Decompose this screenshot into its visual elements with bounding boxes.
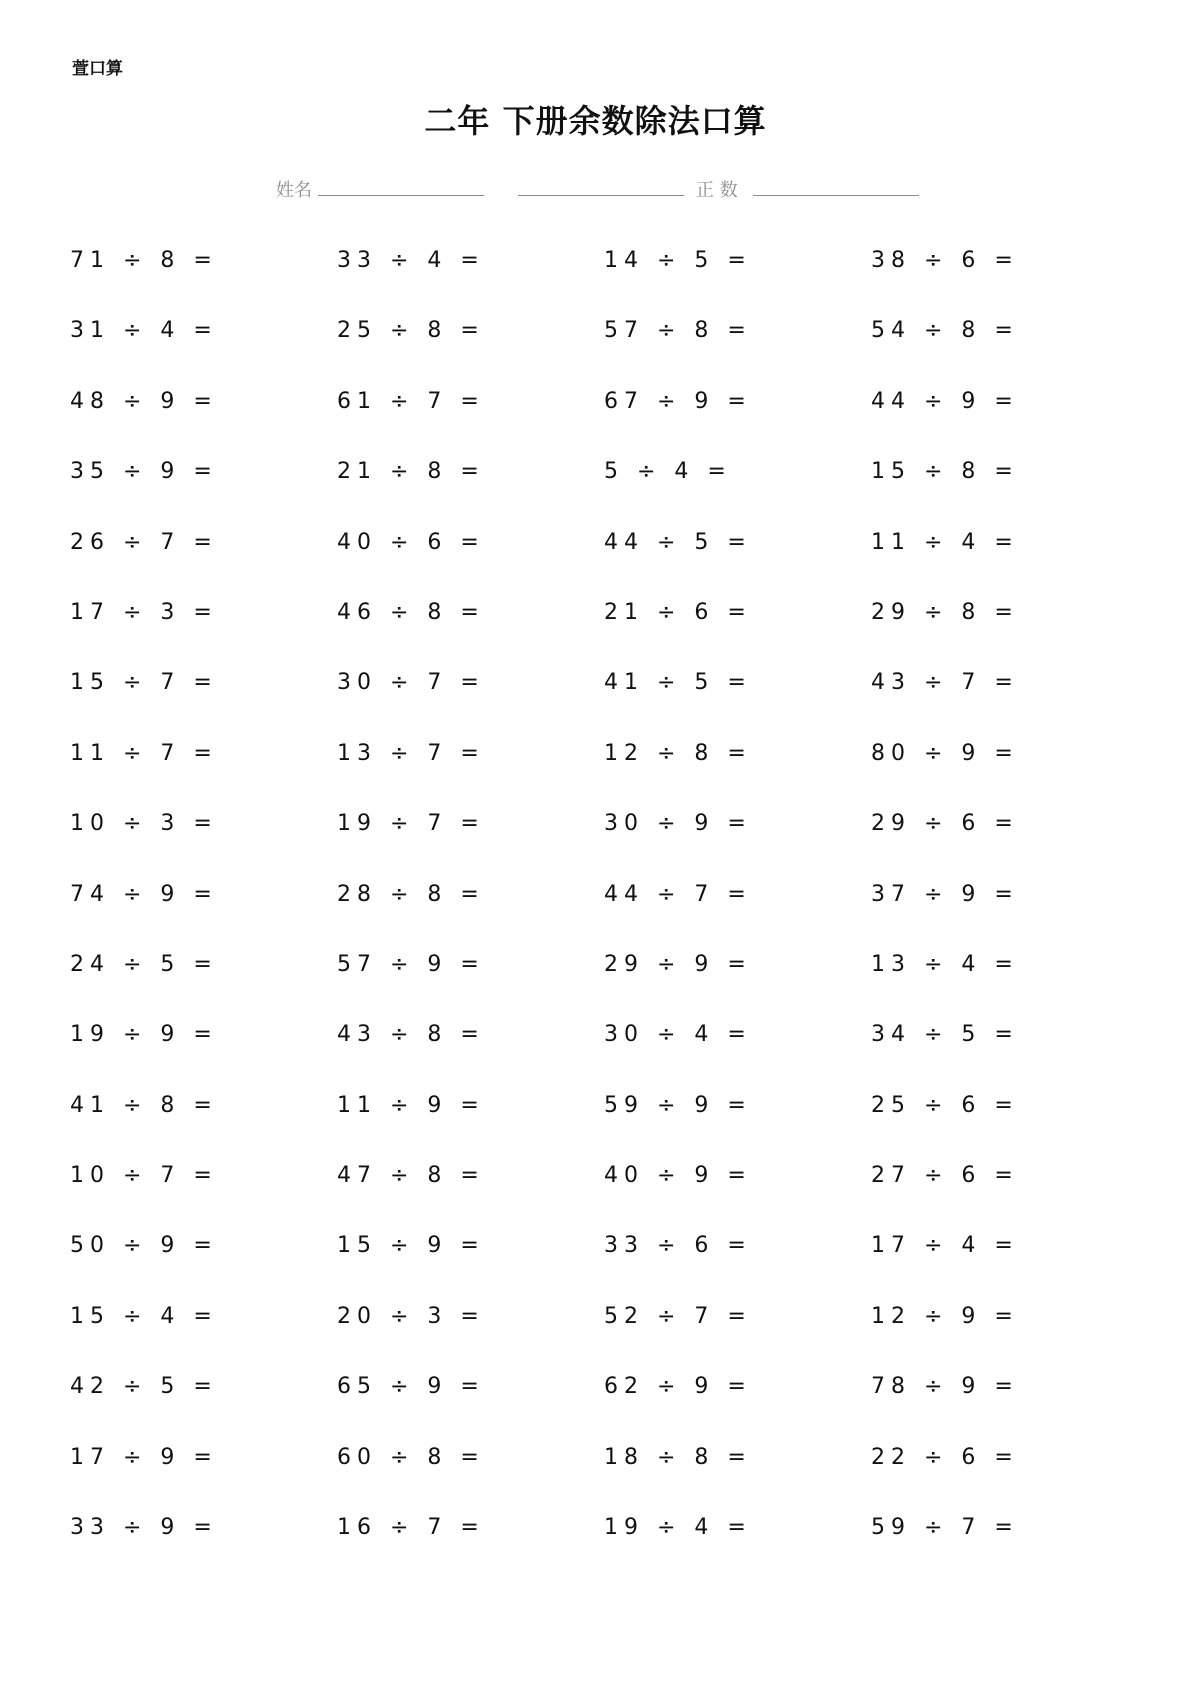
problem-row <box>70 459 1150 529</box>
division-problem: 15 ÷ 9 = <box>337 1233 485 1259</box>
problem-row <box>70 1022 1150 1092</box>
header-tag: 萱口算 <box>72 59 123 79</box>
division-problem: 31 ÷ 4 = <box>70 318 218 344</box>
division-problem: 15 ÷ 4 = <box>70 1303 218 1329</box>
division-problem: 28 ÷ 8 = <box>337 881 485 907</box>
division-problem: 57 ÷ 8 = <box>604 318 752 344</box>
division-problem: 34 ÷ 5 = <box>871 1022 1019 1048</box>
division-problem: 41 ÷ 5 = <box>604 670 752 696</box>
name-blank-line[interactable] <box>318 195 484 196</box>
problem-row <box>70 389 1150 459</box>
division-problem: 37 ÷ 9 = <box>871 881 1019 907</box>
problem-row <box>70 882 1150 952</box>
division-problem: 60 ÷ 8 = <box>337 1444 485 1470</box>
division-problem: 26 ÷ 7 = <box>70 529 218 555</box>
problem-row <box>70 741 1150 811</box>
division-problem: 29 ÷ 8 = <box>871 599 1019 625</box>
division-problem: 38 ÷ 6 = <box>871 248 1019 273</box>
division-problem: 59 ÷ 7 = <box>871 1515 1019 1541</box>
blank-line[interactable] <box>518 195 684 196</box>
division-problem: 25 ÷ 8 = <box>337 318 485 344</box>
division-problem: 65 ÷ 9 = <box>337 1374 485 1400</box>
problem-row <box>70 811 1150 881</box>
problem-row <box>70 318 1150 388</box>
division-problem: 14 ÷ 5 = <box>604 248 752 273</box>
division-problem: 33 ÷ 4 = <box>337 248 485 273</box>
division-problem: 67 ÷ 9 = <box>604 388 752 414</box>
division-problem: 78 ÷ 9 = <box>871 1374 1019 1400</box>
division-problem: 13 ÷ 7 = <box>337 740 485 766</box>
problem-row <box>70 1233 1150 1303</box>
division-problem: 10 ÷ 3 = <box>70 811 218 837</box>
division-problem: 10 ÷ 7 = <box>70 1163 218 1189</box>
division-problem: 48 ÷ 9 = <box>70 388 218 414</box>
division-problem: 21 ÷ 6 = <box>604 599 752 625</box>
division-problem: 19 ÷ 4 = <box>604 1515 752 1541</box>
division-problem: 25 ÷ 6 = <box>871 1092 1019 1118</box>
division-problem: 17 ÷ 9 = <box>70 1444 218 1470</box>
division-problem: 80 ÷ 9 = <box>871 740 1019 766</box>
page-title: 二年 下册余数除法口算 <box>424 102 767 140</box>
problem-row <box>70 600 1150 670</box>
division-problem: 15 ÷ 8 = <box>871 459 1019 485</box>
division-problem: 19 ÷ 7 = <box>337 811 485 837</box>
division-problem: 62 ÷ 9 = <box>604 1374 752 1400</box>
division-problem: 40 ÷ 9 = <box>604 1163 752 1189</box>
division-problem: 16 ÷ 7 = <box>337 1515 485 1541</box>
division-problem: 22 ÷ 6 = <box>871 1444 1019 1470</box>
division-problem: 44 ÷ 5 = <box>604 529 752 555</box>
division-problem: 21 ÷ 8 = <box>337 459 485 485</box>
division-problem: 33 ÷ 6 = <box>604 1233 752 1259</box>
score-blank-line[interactable] <box>753 195 919 196</box>
division-problem: 59 ÷ 9 = <box>604 1092 752 1118</box>
division-problem: 40 ÷ 6 = <box>337 529 485 555</box>
division-problem: 74 ÷ 9 = <box>70 881 218 907</box>
problem-grid <box>70 248 1150 1585</box>
problem-row <box>70 952 1150 1022</box>
division-problem: 20 ÷ 3 = <box>337 1303 485 1329</box>
division-problem: 27 ÷ 6 = <box>871 1163 1019 1189</box>
problem-row <box>70 1445 1150 1515</box>
problem-row <box>70 1163 1150 1233</box>
problem-row <box>70 248 1150 318</box>
division-problem: 47 ÷ 8 = <box>337 1163 485 1189</box>
division-problem: 44 ÷ 9 = <box>871 388 1019 414</box>
division-problem: 29 ÷ 6 = <box>871 811 1019 837</box>
division-problem: 30 ÷ 4 = <box>604 1022 752 1048</box>
division-problem: 12 ÷ 9 = <box>871 1303 1019 1329</box>
division-problem: 35 ÷ 9 = <box>70 459 218 485</box>
problem-row <box>70 1304 1150 1374</box>
division-problem: 71 ÷ 8 = <box>70 248 218 273</box>
division-problem: 17 ÷ 4 = <box>871 1233 1019 1259</box>
division-problem: 43 ÷ 7 = <box>871 670 1019 696</box>
division-problem: 42 ÷ 5 = <box>70 1374 218 1400</box>
division-problem: 17 ÷ 3 = <box>70 599 218 625</box>
division-problem: 61 ÷ 7 = <box>337 388 485 414</box>
problem-row <box>70 1515 1150 1585</box>
division-problem: 44 ÷ 7 = <box>604 881 752 907</box>
division-problem: 15 ÷ 7 = <box>70 670 218 696</box>
division-problem: 29 ÷ 9 = <box>604 951 752 977</box>
division-problem: 11 ÷ 4 = <box>871 529 1019 555</box>
division-problem: 43 ÷ 8 = <box>337 1022 485 1048</box>
division-problem: 11 ÷ 9 = <box>337 1092 485 1118</box>
division-problem: 5 ÷ 4 = <box>604 459 732 485</box>
division-problem: 12 ÷ 8 = <box>604 740 752 766</box>
division-problem: 30 ÷ 7 = <box>337 670 485 696</box>
division-problem: 33 ÷ 9 = <box>70 1515 218 1541</box>
division-problem: 24 ÷ 5 = <box>70 951 218 977</box>
division-problem: 11 ÷ 7 = <box>70 740 218 766</box>
division-problem: 19 ÷ 9 = <box>70 1022 218 1048</box>
problem-row <box>70 670 1150 740</box>
problem-row <box>70 530 1150 600</box>
problem-row <box>70 1093 1150 1163</box>
division-problem: 13 ÷ 4 = <box>871 951 1019 977</box>
division-problem: 46 ÷ 8 = <box>337 599 485 625</box>
division-problem: 54 ÷ 8 = <box>871 318 1019 344</box>
division-problem: 57 ÷ 9 = <box>337 951 485 977</box>
student-info-row <box>276 176 936 200</box>
division-problem: 30 ÷ 9 = <box>604 811 752 837</box>
score-label: 正 数 <box>696 180 738 201</box>
division-problem: 52 ÷ 7 = <box>604 1303 752 1329</box>
division-problem: 18 ÷ 8 = <box>604 1444 752 1470</box>
problem-row <box>70 1374 1150 1444</box>
division-problem: 41 ÷ 8 = <box>70 1092 218 1118</box>
name-label: 姓名 <box>276 180 312 201</box>
division-problem: 50 ÷ 9 = <box>70 1233 218 1259</box>
